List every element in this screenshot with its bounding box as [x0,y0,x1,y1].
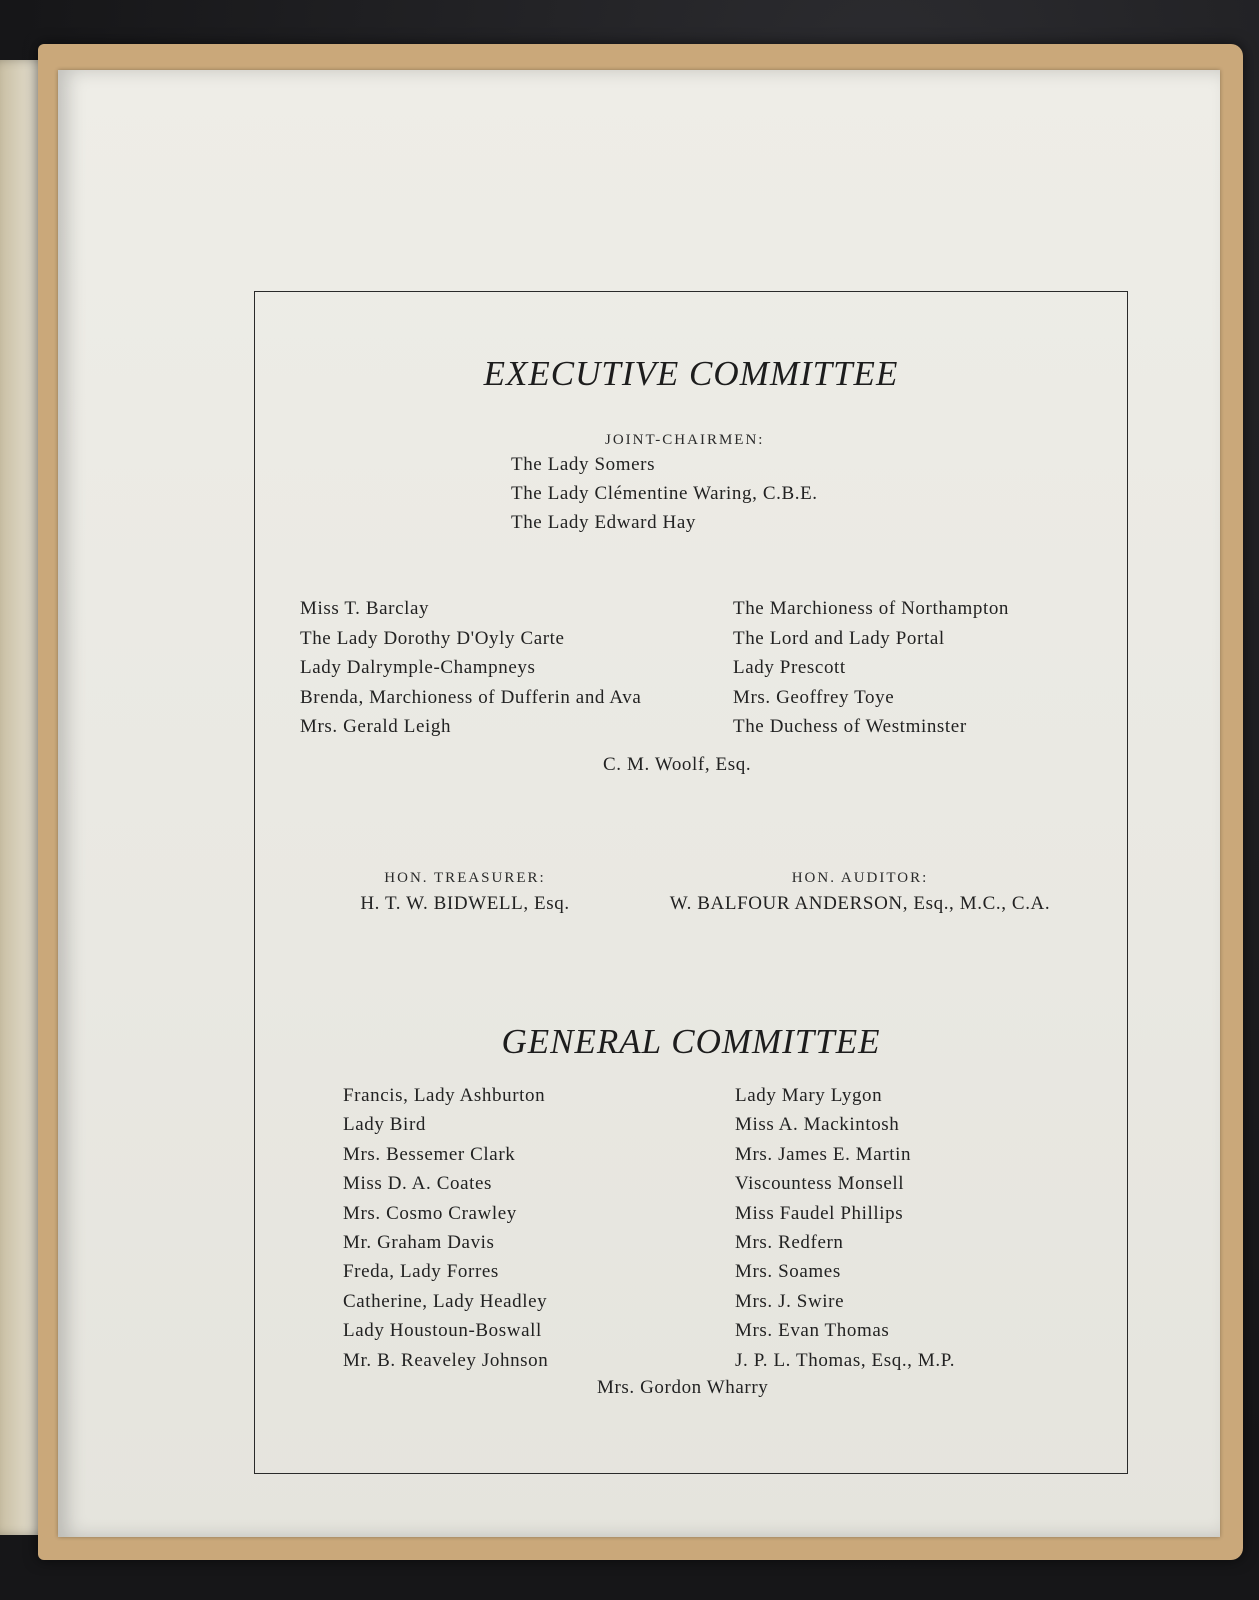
hon-treasurer-name: H. T. W. BIDWELL, Esq. [360,893,570,914]
general-member-center: Mrs. Gordon Wharry [597,1377,769,1398]
page-border-frame [254,291,1128,1474]
list-item: The Lady Somers [511,454,656,475]
list-item: Mrs. James E. Martin [735,1143,912,1165]
list-item: Miss A. Mackintosh [735,1114,900,1136]
executive-member-center: C. M. Woolf, Esq. [603,754,752,775]
executive-committee-title: EXECUTIVE COMMITTEE [483,354,899,393]
list-item: Mrs. Bessemer Clark [343,1143,516,1165]
general-committee-title: GENERAL COMMITTEE [501,1022,881,1061]
list-item: Mrs. Gerald Leigh [300,716,452,737]
list-item: J. P. L. Thomas, Esq., M.P. [735,1349,956,1371]
list-item: Lady Prescott [733,657,846,678]
list-item: The Lady Edward Hay [511,512,696,533]
list-item: Catherine, Lady Headley [343,1290,548,1312]
joint-chairmen-list [511,450,818,537]
joint-chairmen-label: JOINT-CHAIRMEN: [605,432,765,448]
hon-treasurer-block [345,870,585,915]
list-item: The Lord and Lady Portal [733,627,945,649]
list-item: Mrs. Soames [735,1261,841,1283]
list-item: Lady Dalrymple-Champneys [300,657,536,678]
executive-members-right [733,594,1009,742]
hon-auditor-label: HON. AUDITOR: [791,870,929,886]
list-item: Miss T. Barclay [300,598,430,619]
list-item: Francis, Lady Ashburton [343,1085,546,1106]
list-item: Lady Mary Lygon [735,1085,883,1106]
list-item: Miss Faudel Phillips [735,1202,904,1224]
hon-auditor-block [650,870,1070,915]
list-item: Mrs. J. Swire [735,1290,845,1312]
hon-auditor-name: W. BALFOUR ANDERSON, Esq., M.C., C.A. [669,893,1051,914]
general-members-left [343,1081,548,1375]
list-item: Lady Bird [343,1114,426,1136]
list-item: Mrs. Geoffrey Toye [733,686,895,708]
list-item: Viscountess Monsell [735,1173,905,1195]
page [58,70,1220,1537]
list-item: The Lady Clémentine Waring, C.B.E. [511,483,818,504]
list-item: The Marchioness of Northampton [733,598,1010,619]
list-item: Freda, Lady Forres [343,1261,499,1283]
list-item: Mrs. Evan Thomas [735,1320,890,1342]
list-item: Mrs. Cosmo Crawley [343,1202,517,1224]
list-item: Mrs. Redfern [735,1231,844,1253]
list-item: Miss D. A. Coates [343,1173,493,1195]
hon-treasurer-label: HON. TREASURER: [384,870,546,886]
executive-members-left [300,594,641,742]
list-item: The Lady Dorothy D'Oyly Carte [300,627,565,649]
list-item: Brenda, Marchioness of Dufferin and Ava [300,686,642,708]
list-item: Lady Houstoun-Boswall [343,1320,542,1342]
general-members-right [735,1081,955,1375]
list-item: Mr. B. Reaveley Johnson [343,1349,549,1371]
list-item: Mr. Graham Davis [343,1231,495,1253]
list-item: The Duchess of Westminster [733,716,967,737]
